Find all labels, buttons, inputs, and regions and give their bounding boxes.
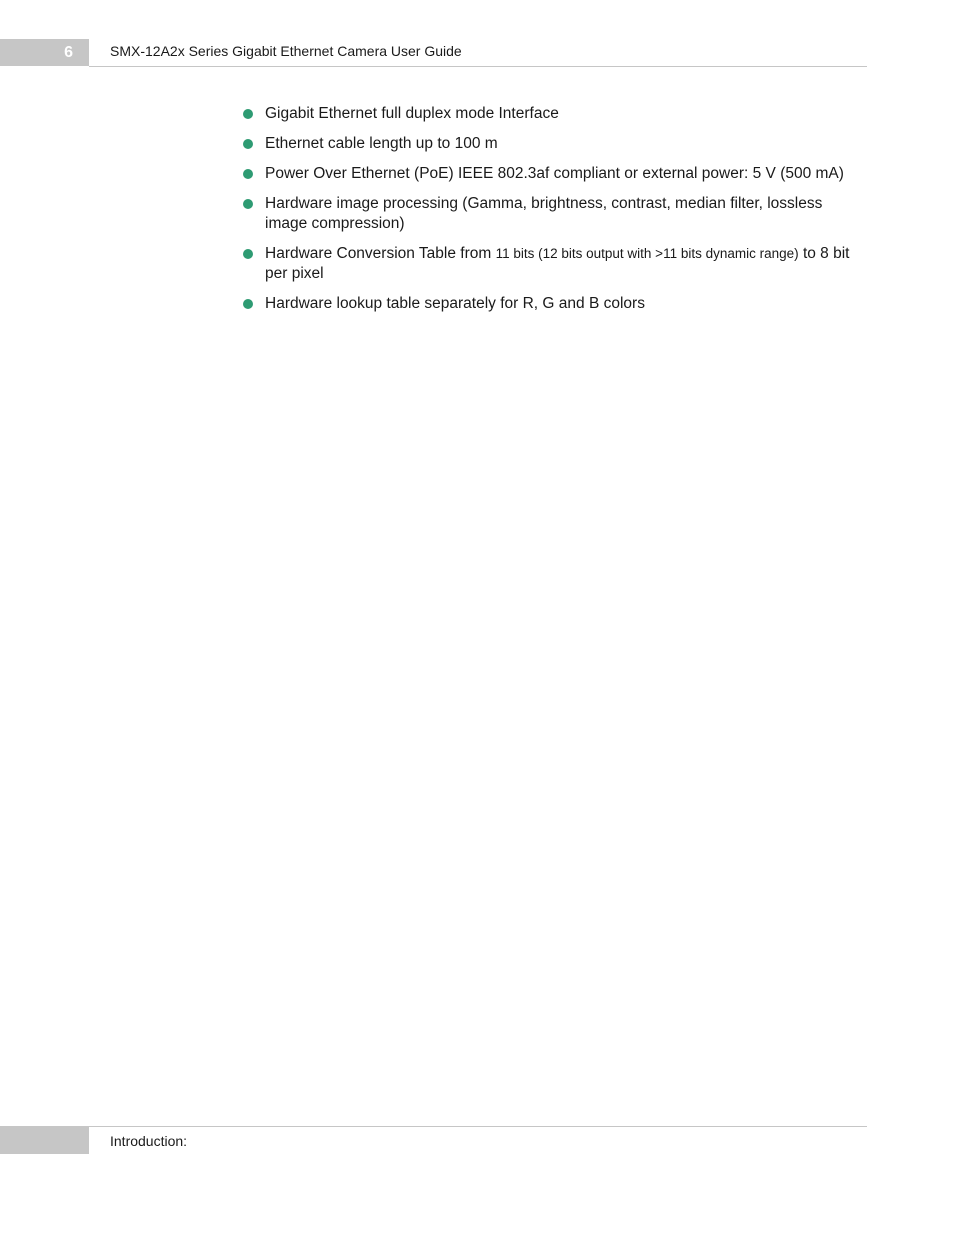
list-item [243,104,868,124]
footer-section-label: Introduction: [110,1133,188,1149]
feature-text-before: Hardware Conversion Table from [265,245,496,262]
list-item [243,244,868,284]
header-page-tab [0,39,89,66]
feature-text-small: 11 bits (12 bits output with >11 bits dynamic range) [495,246,799,261]
feature-text: Hardware image processing (Gamma, brightness, contrast, median filter, lossless image compression) [265,195,823,232]
bullet-icon [243,169,253,179]
bullet-icon [243,109,253,119]
header-divider [89,66,867,67]
list-item [243,194,868,234]
footer-divider [89,1126,867,1127]
feature-text: Ethernet cable length up to 100 m [265,135,498,152]
feature-text: Power Over Ethernet (PoE) IEEE 802.3af compliant or external power: 5 V (500 mA) [265,165,844,182]
list-item [243,164,868,184]
bullet-icon [243,139,253,149]
feature-text-after: to 8 bit per pixel [265,245,850,282]
feature-list [243,104,868,324]
list-item [243,134,868,154]
feature-text: Hardware lookup table separately for R, G and B colors [265,295,645,312]
bullet-icon [243,249,253,259]
list-item [243,294,868,314]
bullet-icon [243,199,253,209]
footer-tab [0,1126,89,1154]
bullet-icon [243,299,253,309]
feature-text: Gigabit Ethernet full duplex mode Interface [265,105,559,122]
page-number: 6 [64,43,73,61]
document-title: SMX-12A2x Series Gigabit Ethernet Camera User Guide [110,43,462,59]
